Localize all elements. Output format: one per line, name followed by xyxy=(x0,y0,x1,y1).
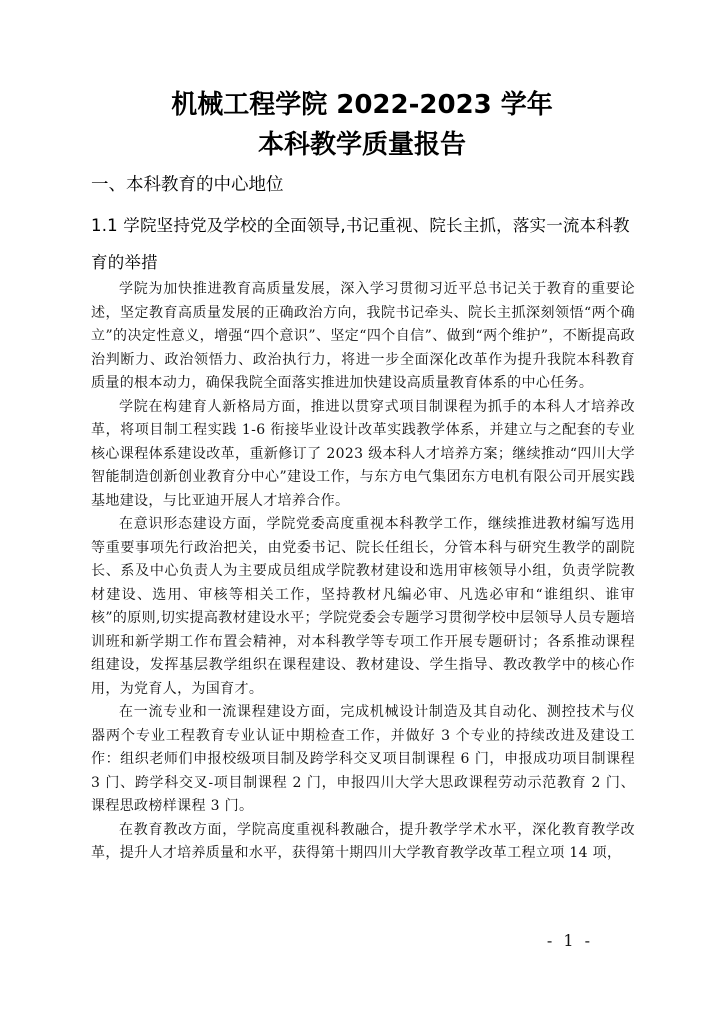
page-number: - 1 - xyxy=(546,931,594,950)
report-title-line-2: 本科教学质量报告 xyxy=(257,130,466,160)
subsection-heading: 1.1 学院坚持党及学校的全面领导,书记重视、院长主抓，落实一流本科教育的举措 xyxy=(91,216,630,272)
paragraph-teaching-reform: 在教育教改方面，学院高度重视科教融合，提升教学学术水平，深化教育教学改革，提升人才培养质量和水平，获得第十期四川大学教育教学改革工程立项 14 项， xyxy=(91,821,635,861)
body-text xyxy=(91,278,635,866)
paragraph-ideology: 在意识形态建设方面，学院党委高度重视本科教学工作，继续推进教材编写选用等重要事项先行政治把关，由党委书记、院长任组长，分管本科与研究生教学的副院长、系及中心负责人为主要成员组成学院教材建设和选用审核领导小组，负责学院教材建设、选用、审核等相关工作，坚持教材凡编必审、凡选必审和“谁组织、谁审核”的原则,切实提高教材建设水平；学院党委会专题学习贯彻学校中层领导人员专题培训班和新学期工作布置会精神，对本科教学等专项工作开展专题研讨；各系推动课程组建设，发挥基层教学组织在课程建设、教材建设、学生指导、教改教学中的核心作用，为党育人，为国育才。 xyxy=(91,516,635,697)
section-heading: 一、本科教育的中心地位 xyxy=(91,175,284,195)
paragraph-talent-cultivation: 学院在构建育人新格局方面，推进以贯穿式项目制课程为抓手的本科人才培养改革，将项目制工程实践 1-6 衔接毕业设计改革实践教学体系，并建立与之配套的专业核心课程体系建设改革，重新修订了 2023 级本科人才培养方案；继续推动“四川大学智能制造创新创业教育分中心”建设工作，与东方电气集团东方电机有限公司开展实践基地建设，与比亚迪开展人才培养合作。 xyxy=(91,398,635,509)
report-title-line-1: 机械工程学院 2022-2023 学年 xyxy=(171,90,553,120)
paragraph-leadership: 学院为加快推进教育高质量发展，深入学习贯彻习近平总书记关于教育的重要论述，坚定教育高质量发展的正确政治方向，我院书记牵头、院长主抓深刻领悟“两个确立”的决定性意义，增强“四个意识”、坚定“四个自信”、做到“两个维护”，不断提高政治判断力、政治领悟力、政治执行力，将进一步全面深化改革作为提升我院本科教育质量的根本动力，确保我院全面落实推进加快建设高质量教育体系的中心任务。 xyxy=(91,281,635,391)
paragraph-first-class-programs: 在一流专业和一流课程建设方面，完成机械设计制造及其自动化、测控技术与仪器两个专业工程教育专业认证中期检查工作，并做好 3 个专业的持续改进及建设工作：组织老师们申报校级项目制及跨学科交叉项目制课程 6 门，申报成功项目制课程 3 门、跨学科交叉-项目制课程 2 门，申报四川大学大思政课程劳动示范教育 2 门、课程思政榜样课程 3 门。 xyxy=(91,704,635,814)
